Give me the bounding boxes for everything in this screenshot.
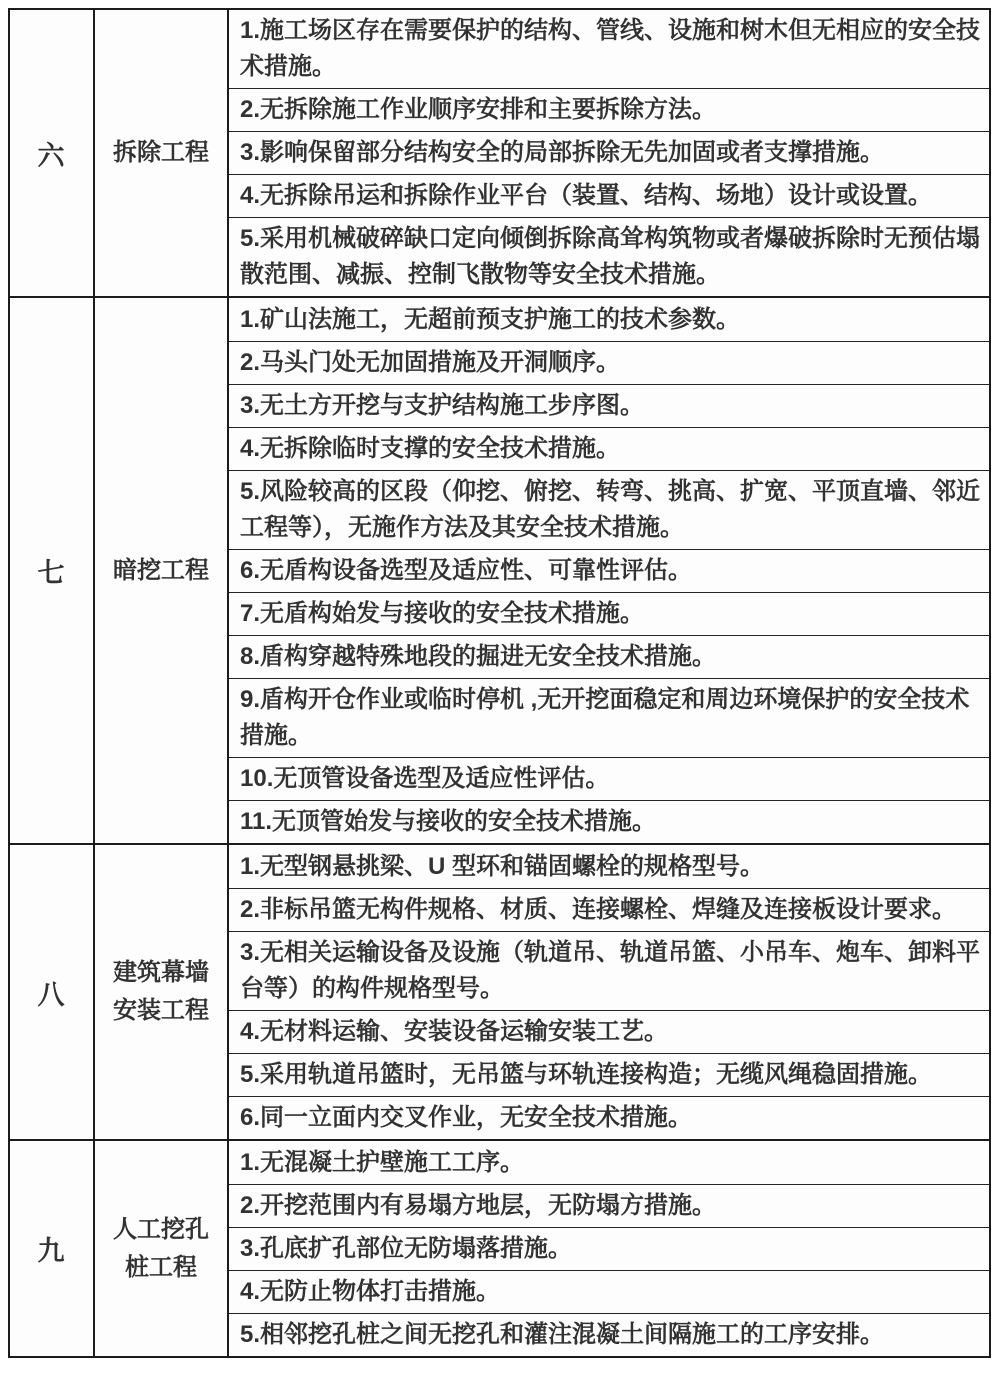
section-number-cell: 七 bbox=[10, 298, 95, 843]
section-category-cell: 拆除工程 bbox=[95, 10, 229, 296]
items-column bbox=[229, 10, 989, 296]
inspection-table bbox=[8, 8, 991, 1358]
checklist-item: 3.无土方开挖与支护结构施工步序图。 bbox=[229, 384, 989, 427]
section-row bbox=[10, 843, 989, 1139]
checklist-item: 6.同一立面内交叉作业，无安全技术措施。 bbox=[229, 1096, 989, 1139]
checklist-item: 2.开挖范围内有易塌方地层，无防塌方措施。 bbox=[229, 1184, 989, 1227]
checklist-item: 7.无盾构始发与接收的安全技术措施。 bbox=[229, 592, 989, 635]
section-category-cell: 人工挖孔桩工程 bbox=[95, 1141, 229, 1356]
checklist-item: 5.采用轨道吊篮时，无吊篮与环轨连接构造；无缆风绳稳固措施。 bbox=[229, 1053, 989, 1096]
section-category-cell: 暗挖工程 bbox=[95, 298, 229, 843]
checklist-item: 5.采用机械破碎缺口定向倾倒拆除高耸构筑物或者爆破拆除时无预估塌散范围、减振、控制飞散物等安全技术措施。 bbox=[229, 217, 989, 296]
items-column bbox=[229, 1141, 989, 1356]
checklist-item: 3.无相关运输设备及设施（轨道吊、轨道吊篮、小吊车、炮车、卸料平台等）的构件规格型号。 bbox=[229, 931, 989, 1010]
checklist-item: 5.风险较高的区段（仰挖、俯挖、转弯、挑高、扩宽、平顶直墙、邻近工程等），无施作方法及其安全技术措施。 bbox=[229, 470, 989, 549]
section-number-cell: 九 bbox=[10, 1141, 95, 1356]
checklist-item: 10.无顶管设备选型及适应性评估。 bbox=[229, 757, 989, 800]
checklist-item: 11.无顶管始发与接收的安全技术措施。 bbox=[229, 800, 989, 843]
section-number-cell: 六 bbox=[10, 10, 95, 296]
checklist-item: 1.矿山法施工，无超前预支护施工的技术参数。 bbox=[240, 305, 741, 333]
checklist-item: 9.盾构开仓作业或临时停机 ,无开挖面稳定和周边环境保护的安全技术措施。 bbox=[229, 678, 989, 757]
checklist-item: 5.相邻挖孔桩之间无挖孔和灌注混凝土间隔施工的工序安排。 bbox=[229, 1313, 989, 1356]
checklist-item: 2.马头门处无加固措施及开洞顺序。 bbox=[229, 341, 989, 384]
items-column bbox=[229, 845, 989, 1139]
section-row bbox=[10, 10, 989, 296]
section-category-cell: 建筑幕墙安装工程 bbox=[95, 845, 229, 1139]
items-column bbox=[229, 298, 989, 843]
checklist-item: 4.无材料运输、安装设备运输安装工艺。 bbox=[229, 1010, 989, 1053]
checklist-item: 2.无拆除施工作业顺序安排和主要拆除方法。 bbox=[229, 88, 989, 131]
checklist-item: 3.孔底扩孔部位无防塌落措施。 bbox=[229, 1227, 989, 1270]
section-number-cell: 八 bbox=[10, 845, 95, 1139]
checklist-item: 1.施工场区存在需要保护的结构、管线、设施和树木但无相应的安全技术措施。 bbox=[240, 17, 981, 80]
checklist-item: 3.影响保留部分结构安全的局部拆除无先加固或者支撑措施。 bbox=[229, 131, 989, 174]
section-row bbox=[10, 296, 989, 843]
checklist-item: 4.无拆除临时支撑的安全技术措施。 bbox=[229, 427, 989, 470]
checklist-item: 2.非标吊篮无构件规格、材质、连接螺栓、焊缝及连接板设计要求。 bbox=[229, 888, 989, 931]
section-row bbox=[10, 1139, 989, 1356]
checklist-item: 1.无混凝土护壁施工工序。 bbox=[240, 1148, 525, 1176]
checklist-item: 8.盾构穿越特殊地段的掘进无安全技术措施。 bbox=[229, 635, 989, 678]
checklist-item: 1.无型钢悬挑梁、U 型环和锚固螺栓的规格型号。 bbox=[240, 852, 765, 880]
checklist-item: 4.无拆除吊运和拆除作业平台（装置、结构、场地）设计或设置。 bbox=[229, 174, 989, 217]
checklist-item: 6.无盾构设备选型及适应性、可靠性评估。 bbox=[229, 549, 989, 592]
checklist-item: 4.无防止物体打击措施。 bbox=[229, 1270, 989, 1313]
